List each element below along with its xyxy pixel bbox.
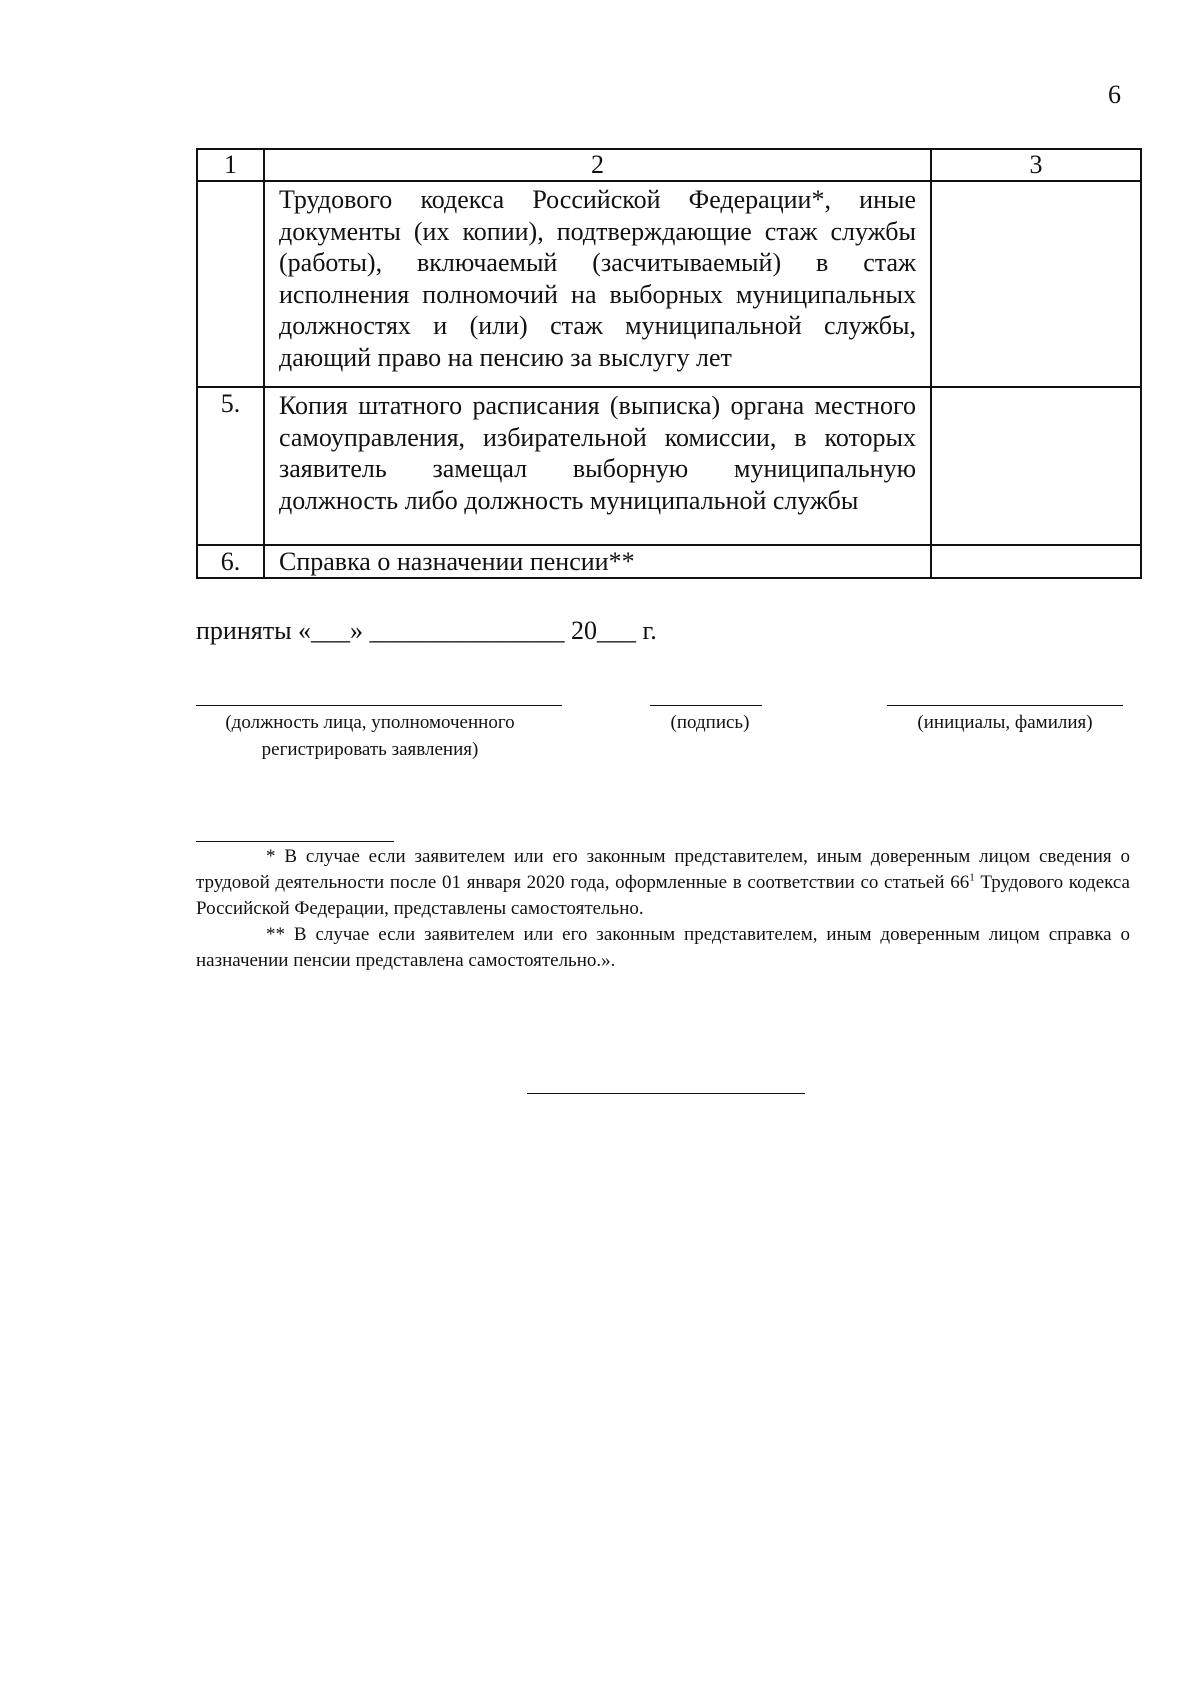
footnote-1-text: * В случае если заявителем или его законным представителем, иным доверенным лицом сведения о трудовой деятельности после 01 января 2020 года, оформленные в соответствии со статьей 66 [196,846,1130,893]
table-header-row [197,149,1141,181]
row-text: Справка о назначении пенсии** [264,545,931,578]
row-text: Копия штатного расписания (выписка) органа местного самоуправления, избирательной комиссии, в которых заявитель замещал выборную муниципальную должность либо должность муниципальной службы [264,387,931,545]
footnote-1 [196,844,1130,922]
footnotes [196,844,1130,974]
signature-line [650,705,762,706]
footnote-1-tail: Трудового кодекса Российской Федерации, представлены самостоятельно. [196,872,1130,919]
row-number: 5. [197,387,264,545]
name-caption: (инициалы, фамилия) [917,712,1093,733]
position-signature-line [196,705,562,706]
row-number [197,181,264,387]
signature-caption: (подпись) [670,712,750,733]
row-text: Трудового кодекса Российской Федерации*, иные документы (их копии), подтверждающие стаж службы (работы), включаемый (засчитываемый) в стаж исполнения полномочий на выборных муниципальных должностях и (или) стаж муниципальной службы, дающий право на пенсию за выслугу лет [264,181,931,387]
position-caption: (должность лица, уполномоченного регистрировать заявления) [225,712,515,760]
row-col3 [931,387,1141,545]
table-row [197,181,1141,387]
document-end-line [527,1093,805,1094]
row-col3 [931,181,1141,387]
footnote-1-superscript: 1 [969,871,975,884]
footnote-separator [196,841,394,842]
table-header-cell-1: 1 [197,149,264,181]
footnote-2: ** В случае если заявителем или его законным представителем, иным доверенным лицом справка о назначении пенсии представлена самостоятельно.». [196,924,1130,971]
table-row [197,387,1141,545]
name-signature-line [887,705,1123,706]
page-number: 6 [1108,80,1121,109]
accepted-date-line: приняты «___» _______________ 20___ г. [196,616,657,645]
table-header-cell-2: 2 [264,149,931,181]
row-col3 [931,545,1141,578]
row-number: 6. [197,545,264,578]
documents-table [196,148,1142,579]
table-header-cell-3: 3 [931,149,1141,181]
table-row [197,545,1141,578]
